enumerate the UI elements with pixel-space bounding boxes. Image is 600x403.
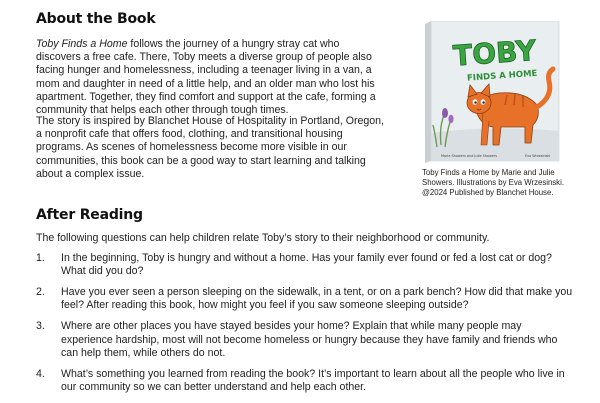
book-caption: Toby Finds a Home by Marie and Julie Showers. Illustrations by Eva Wrzesinski. @2024 Published by Blanchet House. bbox=[422, 168, 564, 198]
book-cover-title: TOBY bbox=[452, 33, 538, 73]
question-list bbox=[36, 252, 576, 402]
book-cover-image bbox=[421, 21, 561, 163]
question-number: 1. bbox=[36, 252, 45, 264]
question-item bbox=[36, 286, 576, 312]
book-cover-authors: Marie Showers and Julie Showers bbox=[441, 154, 498, 158]
question-number: 4. bbox=[36, 367, 45, 380]
question-item bbox=[36, 368, 576, 394]
question-text: Have you ever seen a person sleeping on the sidewalk, in a tent, or on a park bench? How did that make you feel? After reading this book, how might you feel if you saw someone sleeping outside? bbox=[61, 286, 573, 312]
book-cover-illustrator: Eva Wrzesinski bbox=[525, 154, 551, 158]
question-text: What’s something you learned from reading the book? It’s important to learn about all the people who live in our community so we can better understand and help each other. bbox=[61, 367, 565, 394]
about-paragraph-1 bbox=[36, 38, 386, 117]
about-paragraph-1-text: follows the journey of a hungry stray cat who discovers a free cafe. There, Toby meets a diverse group of people also facing hunger and homelessness, including a teenager living in a van, a mom and daughter in need of a little help, and an older man who lost his apartment. Together, they find comfort and support at the cafe, forming a community that helps each other through tough times. bbox=[36, 38, 376, 117]
book-cover-subtitle: FINDS A HOME bbox=[466, 68, 538, 84]
question-item bbox=[36, 320, 576, 360]
question-text: In the beginning, Toby is hungry and without a home. Has your family ever found or fed a lost cat or dog? What did you do? bbox=[61, 252, 552, 278]
about-paragraph-2: The story is inspired by Blanchet House of Hospitality in Portland, Oregon, a nonprofit cafe that offers food, clothing, and transitional housing programs. As scenes of homelessness become more visible in our communities, this book can be a good way to start learning and talking about a complex issue. bbox=[36, 115, 385, 180]
question-text: Where are other places you have stayed besides your home? Explain that while many people may experience hardship, most will not become homeless or hungry because they have family and friends who can help them, while others do not. bbox=[61, 320, 558, 359]
book-title-inline: Toby Finds a Home bbox=[36, 38, 128, 50]
after-reading-heading: After Reading bbox=[36, 207, 143, 223]
after-reading-intro: The following questions can help children relate Toby’s story to their neighborhood or community. bbox=[36, 232, 490, 244]
question-number: 2. bbox=[36, 286, 45, 299]
about-heading: About the Book bbox=[36, 11, 156, 27]
question-item bbox=[36, 252, 576, 278]
question-number: 3. bbox=[36, 320, 45, 333]
